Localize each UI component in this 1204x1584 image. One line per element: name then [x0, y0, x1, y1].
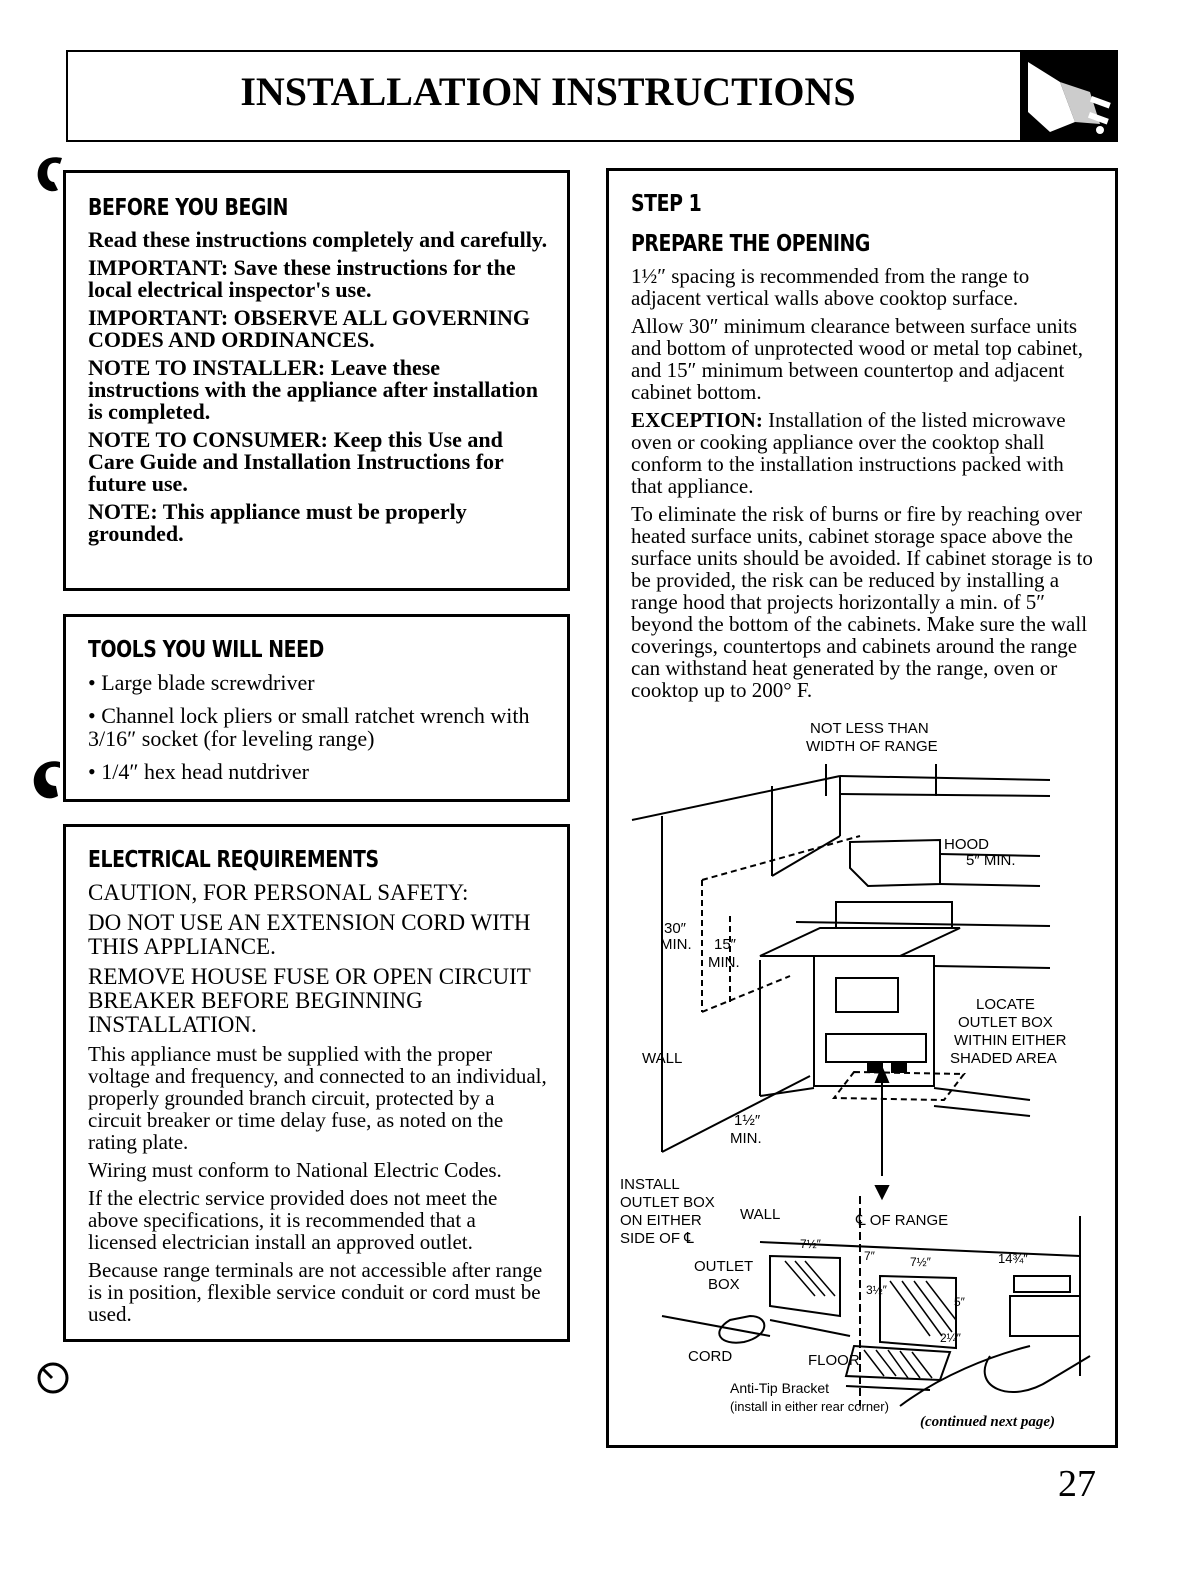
label-floor: FLOOR [808, 1352, 860, 1369]
label-install-1: INSTALL [620, 1176, 680, 1193]
tool-item: • Large blade screwdriver [88, 670, 315, 695]
label-width: WIDTH OF RANGE [806, 738, 938, 755]
label-1-half: 1½″ [734, 1112, 761, 1129]
label-install-3: ON EITHER [620, 1212, 702, 1229]
dim-7-5-a: 7½″ [800, 1237, 821, 1251]
before-heading: BEFORE YOU BEGIN [88, 195, 289, 221]
label-cl-range: ℄ OF RANGE [856, 1212, 949, 1229]
label-install-4: SIDE OF ℄ [620, 1230, 694, 1247]
diagram-drawing [610, 716, 1115, 1444]
before-you-begin-box [63, 170, 570, 591]
label-wall-2: WALL [740, 1206, 781, 1223]
electrical-heading: ELECTRICAL REQUIREMENTS [88, 847, 379, 873]
step-text-3 [631, 409, 1097, 497]
exception-text: Installation of the listed microwave oven or cooking appliance over the cooktop shall conform to the installation instructions packed with that appliance. [631, 408, 1066, 498]
step-text-1: 1½″ spacing is recommended from the range to adjacent vertical walls above cooktop surface. [631, 264, 1030, 310]
before-text-2: IMPORTANT: Save these instructions for the local electrical inspector's use. [88, 255, 516, 302]
label-5-min: 5″ MIN. [966, 852, 1016, 869]
dim-3-5: 3½″ [866, 1283, 887, 1297]
step-text-2: Allow 30″ minimum clearance between surface units and bottom of unprotected wood or metal top cabinet, and 15″ minimum between countertop and adjacent cabinet bottom. [631, 314, 1083, 404]
label-hood: HOOD [944, 836, 989, 853]
exception-label: EXCEPTION: [631, 408, 763, 432]
label-1-half-min: MIN. [730, 1130, 762, 1147]
label-30: 30″ [664, 920, 686, 937]
label-outlet-2: BOX [708, 1276, 740, 1293]
label-locate-4: SHADED AREA [950, 1050, 1057, 1067]
electrical-text-2: Wiring must conform to National Electric Codes. [88, 1158, 502, 1182]
dim-7: 7″ [864, 1249, 875, 1263]
label-30-min: MIN. [660, 936, 692, 953]
page-number: 27 [1058, 1463, 1096, 1505]
electrical-caution: CAUTION, FOR PERSONAL SAFETY: [88, 880, 469, 905]
binding-hole-icon [34, 152, 64, 196]
label-bracket-note: (install in either rear corner) [730, 1399, 889, 1414]
label-locate-3: WITHIN EITHER [954, 1032, 1067, 1049]
label-install-2: OUTLET BOX [620, 1194, 715, 1211]
dim-5: 5″ [954, 1295, 965, 1309]
label-not-less: NOT LESS THAN [810, 720, 929, 737]
label-locate-1: LOCATE [976, 996, 1035, 1013]
label-bracket: Anti-Tip Bracket [730, 1380, 830, 1396]
label-outlet-1: OUTLET [694, 1258, 754, 1275]
step-text-4: To eliminate the risk of burns or fire by reaching over heated surface units, cabinet storage space above the surface units should be avoided. If cabinet storage is to be provided, the risk can be reduced by installing a range hood that projects horizontally a min. of 5″ beyond the bottom of the cabinets. Make sure the wall coverings, countertops and cabinets around the range can withstand heat generated by the range, oven or cooktop up to 200° F. [631, 502, 1093, 702]
before-text-3: IMPORTANT: OBSERVE ALL GOVERNING CODES AND ORDINANCES. [88, 305, 530, 352]
before-text-5: NOTE TO CONSUMER: Keep this Use and Care Guide and Installation Instructions for future use. [88, 427, 504, 496]
tools-box [63, 614, 570, 802]
tools-heading: TOOLS YOU WILL NEED [88, 637, 324, 663]
binding-hole-icon [30, 756, 64, 804]
binding-hole-icon [36, 1358, 70, 1398]
electrical-text-4: Because range terminals are not accessible after range is in position, flexible service conduit or cord must be used. [88, 1258, 543, 1326]
dim-2-25: 2¼″ [940, 1331, 961, 1345]
tool-item: • 1/4″ hex head nutdriver [88, 759, 309, 784]
plug-icon [1020, 52, 1116, 140]
electrical-box [63, 824, 570, 1342]
label-continued: (continued next page) [920, 1414, 1055, 1430]
before-text-1: Read these instructions completely and carefully. [88, 227, 548, 252]
step-heading: PREPARE THE OPENING [631, 231, 871, 257]
tool-item: • Channel lock pliers or small ratchet wrench with 3/16″ socket (for leveling range) [88, 703, 530, 751]
electrical-warning-1: DO NOT USE AN EXTENSION CORD WITH THIS APPLIANCE. [88, 910, 531, 959]
header-box [66, 50, 1118, 142]
label-locate-2: OUTLET BOX [958, 1014, 1053, 1031]
dim-7-5-b: 7½″ [910, 1255, 931, 1269]
label-15: 15″ [714, 936, 736, 953]
before-text-6: NOTE: This appliance must be properly grounded. [88, 499, 467, 546]
label-15-min: MIN. [708, 954, 740, 971]
electrical-warning-2: REMOVE HOUSE FUSE OR OPEN CIRCUIT BREAKER BEFORE BEGINNING INSTALLATION. [88, 964, 531, 1037]
before-text-4: NOTE TO INSTALLER: Leave these instructions with the appliance after installation is completed. [88, 355, 539, 424]
page-title: INSTALLATION INSTRUCTIONS [240, 69, 856, 114]
range-diagram [610, 716, 1115, 1444]
label-cord: CORD [688, 1348, 733, 1365]
dim-14: 14¾″ [998, 1251, 1028, 1266]
electrical-text-1: This appliance must be supplied with the proper voltage and frequency, and connected to an individual, properly grounded branch circuit, protected by a circuit breaker or time delay fuse, as noted on the rating plate. [88, 1042, 547, 1154]
label-wall: WALL [642, 1050, 683, 1067]
electrical-text-3: If the electric service provided does not meet the above specifications, it is recommended that a licensed electrician install an approved outlet. [88, 1186, 498, 1254]
step-label: STEP 1 [631, 191, 702, 217]
